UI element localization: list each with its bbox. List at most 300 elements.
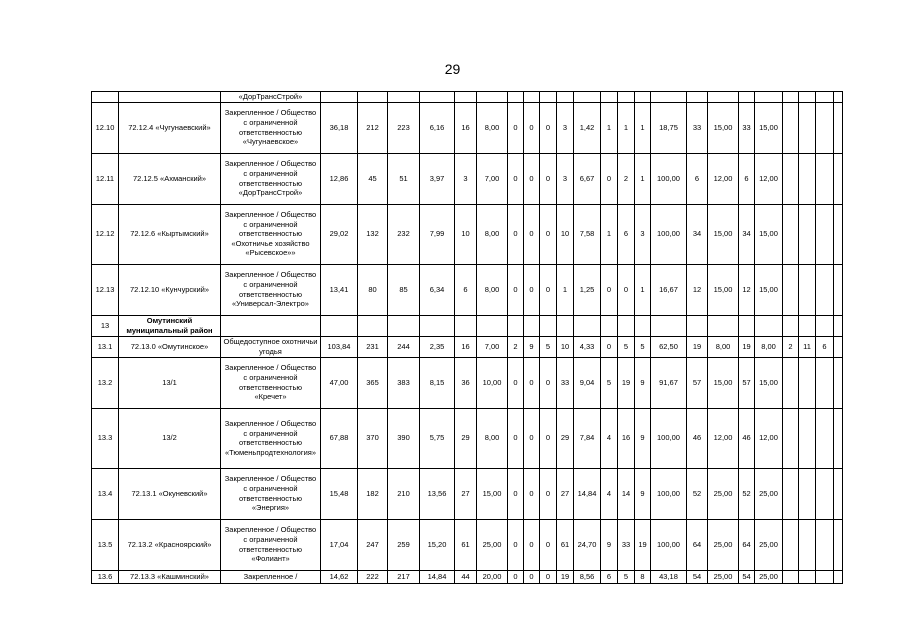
table-cell: 383 (388, 357, 420, 408)
table-cell: 9 (524, 336, 540, 357)
table-cell: 370 (358, 408, 388, 468)
table-cell: 43,18 (651, 570, 687, 583)
table-cell (783, 408, 799, 468)
table-cell: 6,16 (420, 102, 455, 153)
page-number: 29 (444, 61, 461, 77)
table-cell (783, 357, 799, 408)
table-cell: 29 (455, 408, 477, 468)
table-cell: Закрепленное / Общество с ограниченной ответственностью «Энергия» (221, 468, 321, 519)
table-cell: 19 (618, 357, 635, 408)
table-cell (651, 315, 687, 336)
table-cell: 13.5 (92, 519, 119, 570)
table-cell: 1 (635, 264, 651, 315)
table-cell (687, 315, 708, 336)
table-cell: 52 (739, 468, 755, 519)
table-cell: 4,33 (574, 336, 601, 357)
table-cell: 0 (540, 357, 557, 408)
table-cell: 17,04 (321, 519, 358, 570)
table-cell (799, 468, 816, 519)
table-cell (739, 315, 755, 336)
table-cell (755, 315, 783, 336)
table-cell (799, 204, 816, 264)
table-cell: 72.12.4 «Чугунаевский» (119, 102, 221, 153)
table-cell: 29 (557, 408, 574, 468)
table-cell: 6 (618, 204, 635, 264)
table-cell (358, 315, 388, 336)
table-cell: 100,00 (651, 408, 687, 468)
table-cell (783, 264, 799, 315)
table-cell (783, 315, 799, 336)
table-cell: 0 (540, 570, 557, 583)
table-cell: 212 (358, 102, 388, 153)
table-cell (799, 153, 816, 204)
table-cell: 12,00 (755, 153, 783, 204)
table-cell: 34 (687, 204, 708, 264)
table-cell (221, 315, 321, 336)
table-cell: 72.13.0 «Омутинское» (119, 336, 221, 357)
table-cell: 64 (687, 519, 708, 570)
table-cell: 2 (508, 336, 524, 357)
table-cell: 12,00 (708, 153, 739, 204)
table-cell: 0 (601, 153, 618, 204)
table-cell: 29,02 (321, 204, 358, 264)
table-cell (834, 357, 843, 408)
table-cell: 1 (618, 102, 635, 153)
table-cell (508, 92, 524, 103)
table-cell: 44 (455, 570, 477, 583)
table-cell: 0 (540, 468, 557, 519)
table-cell: 25,00 (708, 519, 739, 570)
table-cell (687, 92, 708, 103)
table-cell (834, 92, 843, 103)
table-cell: 365 (358, 357, 388, 408)
table-cell: 12.13 (92, 264, 119, 315)
table-cell: 3 (635, 204, 651, 264)
table-cell: 8,56 (574, 570, 601, 583)
table-cell: 54 (739, 570, 755, 583)
table-body (92, 92, 843, 584)
table-cell: 0 (508, 264, 524, 315)
table-cell: 15,00 (755, 357, 783, 408)
table-cell: 25,00 (755, 519, 783, 570)
table-cell (834, 570, 843, 583)
table-cell: 6,34 (420, 264, 455, 315)
table-cell: «ДорТрансСтрой» (221, 92, 321, 103)
table-cell: 45 (358, 153, 388, 204)
table-cell: 0 (524, 357, 540, 408)
table-cell: 0 (524, 153, 540, 204)
table-cell (574, 92, 601, 103)
table-cell (358, 92, 388, 103)
table-row (92, 519, 843, 570)
table-cell: 8,00 (755, 336, 783, 357)
table-cell (816, 468, 834, 519)
table-cell (799, 408, 816, 468)
table-cell: 72.13.3 «Кашминский» (119, 570, 221, 583)
table-cell: 103,84 (321, 336, 358, 357)
table-cell: 14,62 (321, 570, 358, 583)
table-cell: 7,58 (574, 204, 601, 264)
table-cell (739, 92, 755, 103)
table-cell: 244 (388, 336, 420, 357)
table-cell: 25,00 (755, 570, 783, 583)
table-cell: 19 (635, 519, 651, 570)
table-cell: 100,00 (651, 204, 687, 264)
table-cell: 54 (687, 570, 708, 583)
table-cell (92, 92, 119, 103)
table-row (92, 153, 843, 204)
table-cell: 72.12.5 «Ахманский» (119, 153, 221, 204)
table-cell: 19 (687, 336, 708, 357)
table-cell: 13 (92, 315, 119, 336)
table-cell: 16 (618, 408, 635, 468)
table-cell: 15,00 (708, 204, 739, 264)
table-cell: 247 (358, 519, 388, 570)
table-cell: 0 (540, 102, 557, 153)
table-cell: 36 (455, 357, 477, 408)
table-cell: 19 (739, 336, 755, 357)
table-row (92, 102, 843, 153)
table-cell: 0 (524, 102, 540, 153)
table-cell: 7,00 (477, 336, 508, 357)
table-cell: 232 (388, 204, 420, 264)
table-cell: 100,00 (651, 468, 687, 519)
table-cell: 100,00 (651, 519, 687, 570)
hunting-grounds-table (91, 91, 843, 584)
table-cell (783, 92, 799, 103)
table-cell: 2 (618, 153, 635, 204)
table-row (92, 264, 843, 315)
table-cell: Общедоступное охотничьи угодья (221, 336, 321, 357)
table-cell (783, 468, 799, 519)
table-cell: 0 (524, 408, 540, 468)
table-cell (388, 315, 420, 336)
table-row (92, 468, 843, 519)
table-cell: 6 (455, 264, 477, 315)
table-cell (635, 315, 651, 336)
table-cell: 0 (508, 204, 524, 264)
table-cell: 0 (508, 153, 524, 204)
table-cell (755, 92, 783, 103)
table-row (92, 92, 843, 103)
table-cell: 0 (524, 264, 540, 315)
table-cell (574, 315, 601, 336)
table-cell: 15,20 (420, 519, 455, 570)
table-cell: Закрепленное / Общество с ограниченной ответственностью «Тюменьпродтехнология» (221, 408, 321, 468)
table-cell: 6 (687, 153, 708, 204)
table-cell: 9 (635, 468, 651, 519)
table-cell: 9 (601, 519, 618, 570)
table-cell: 0 (524, 570, 540, 583)
table-cell: Закрепленное / Общество с ограниченной ответственностью «ДорТрансСтрой» (221, 153, 321, 204)
table-cell: 33 (687, 102, 708, 153)
table-cell: 3 (557, 153, 574, 204)
table-cell (783, 102, 799, 153)
table-cell: 15,00 (708, 102, 739, 153)
table-cell: 7,99 (420, 204, 455, 264)
table-cell (635, 92, 651, 103)
table-cell: Закрепленное / Общество с ограниченной ответственностью «Фолиант» (221, 519, 321, 570)
table-cell: 14 (618, 468, 635, 519)
table-cell (799, 315, 816, 336)
table-cell: 14,84 (420, 570, 455, 583)
table-cell: 0 (540, 408, 557, 468)
table-cell: 13,56 (420, 468, 455, 519)
table-cell: 12.12 (92, 204, 119, 264)
table-cell (816, 519, 834, 570)
table-cell: 8,00 (477, 102, 508, 153)
table-cell: 0 (540, 153, 557, 204)
table-cell: 34 (739, 204, 755, 264)
table-cell: 7,84 (574, 408, 601, 468)
table-cell: 72.12.6 «Кыртымский» (119, 204, 221, 264)
table-cell: 85 (388, 264, 420, 315)
table-cell: 1 (601, 204, 618, 264)
table-cell: 0 (508, 468, 524, 519)
table-cell (557, 92, 574, 103)
table-cell: 0 (540, 264, 557, 315)
table-cell (834, 336, 843, 357)
table-cell: 91,67 (651, 357, 687, 408)
table-row (92, 408, 843, 468)
table-cell: 1 (635, 102, 651, 153)
table-cell (816, 357, 834, 408)
table-cell: 33 (618, 519, 635, 570)
table-cell: 9 (635, 357, 651, 408)
table-cell (540, 315, 557, 336)
table-cell (799, 519, 816, 570)
table-cell (834, 315, 843, 336)
table-cell: 1 (601, 102, 618, 153)
table-cell (816, 92, 834, 103)
table-cell: 0 (508, 408, 524, 468)
table-cell: 13/1 (119, 357, 221, 408)
table-row (92, 357, 843, 408)
table-cell: 5,75 (420, 408, 455, 468)
table-cell (834, 153, 843, 204)
table-cell (834, 519, 843, 570)
table-cell (455, 92, 477, 103)
table-cell: 6,67 (574, 153, 601, 204)
table-cell: 2,35 (420, 336, 455, 357)
table-cell (601, 315, 618, 336)
table-cell: 19 (557, 570, 574, 583)
table-cell: 57 (739, 357, 755, 408)
table-cell: 10 (557, 336, 574, 357)
table-cell: 1 (557, 264, 574, 315)
table-cell (601, 92, 618, 103)
table-cell: 61 (557, 519, 574, 570)
table-cell: 10 (455, 204, 477, 264)
table-cell: 62,50 (651, 336, 687, 357)
table-cell: 36,18 (321, 102, 358, 153)
table-cell: 46 (739, 408, 755, 468)
table-cell: 8,00 (708, 336, 739, 357)
table-cell (618, 92, 635, 103)
table-cell: 0 (601, 336, 618, 357)
table-cell: 8,00 (477, 204, 508, 264)
table-cell: 217 (388, 570, 420, 583)
table-cell: 3,97 (420, 153, 455, 204)
table-cell (540, 92, 557, 103)
table-cell: 13.4 (92, 468, 119, 519)
table-cell (816, 264, 834, 315)
table-cell: 1,25 (574, 264, 601, 315)
table-cell: 5 (635, 336, 651, 357)
table-cell: 4 (601, 468, 618, 519)
table-cell (834, 264, 843, 315)
table-cell: 7,00 (477, 153, 508, 204)
table-cell: Омутинский муниципальный район (119, 315, 221, 336)
table-cell: 15,00 (755, 204, 783, 264)
table-cell (455, 315, 477, 336)
table-cell: 46 (687, 408, 708, 468)
table-cell (321, 92, 358, 103)
table-cell (799, 570, 816, 583)
table-cell: 72.13.2 «Красноярский» (119, 519, 221, 570)
table-cell: Закрепленное / Общество с ограниченной ответственностью «Чугунаевское» (221, 102, 321, 153)
table-cell: 8,15 (420, 357, 455, 408)
table-cell (834, 468, 843, 519)
table-cell: 0 (508, 519, 524, 570)
table-cell (477, 315, 508, 336)
table-cell: 13/2 (119, 408, 221, 468)
table-cell (708, 315, 739, 336)
table-cell: 12,00 (755, 408, 783, 468)
table-cell (708, 92, 739, 103)
table-cell: 210 (388, 468, 420, 519)
table-cell: 0 (524, 204, 540, 264)
table-cell: 4 (601, 408, 618, 468)
table-cell: 14,84 (574, 468, 601, 519)
table-cell: 15,00 (755, 264, 783, 315)
table-cell: 12 (739, 264, 755, 315)
table-cell: 13.2 (92, 357, 119, 408)
table-cell: 0 (540, 204, 557, 264)
table-cell (834, 408, 843, 468)
table-cell: 16 (455, 336, 477, 357)
table-cell (321, 315, 358, 336)
table-cell: 3 (557, 102, 574, 153)
table-cell: 0 (508, 102, 524, 153)
table-cell: 0 (524, 519, 540, 570)
table-cell: 80 (358, 264, 388, 315)
table-cell (508, 315, 524, 336)
table-cell: 12,86 (321, 153, 358, 204)
table-cell: 61 (455, 519, 477, 570)
table-cell (816, 153, 834, 204)
table-cell: 20,00 (477, 570, 508, 583)
table-cell: 72.13.1 «Окуневский» (119, 468, 221, 519)
table-cell: 3 (455, 153, 477, 204)
table-cell: 12,00 (708, 408, 739, 468)
table-cell: 25,00 (708, 570, 739, 583)
table-cell: 6 (739, 153, 755, 204)
table-cell: 10 (557, 204, 574, 264)
table-cell: 182 (358, 468, 388, 519)
table-cell: 8 (635, 570, 651, 583)
table-cell: 9 (635, 408, 651, 468)
table-cell (477, 92, 508, 103)
table-cell: 13.1 (92, 336, 119, 357)
table-cell: 10,00 (477, 357, 508, 408)
table-cell: 27 (455, 468, 477, 519)
table-cell: 0 (524, 468, 540, 519)
table-cell: 11 (799, 336, 816, 357)
table-cell: 33 (557, 357, 574, 408)
table-cell: 18,75 (651, 102, 687, 153)
table-cell: 9,04 (574, 357, 601, 408)
table-cell: 52 (687, 468, 708, 519)
table-cell (388, 92, 420, 103)
table-cell: 6 (601, 570, 618, 583)
table-cell: 15,48 (321, 468, 358, 519)
table-cell (799, 357, 816, 408)
table-cell: 15,00 (708, 264, 739, 315)
table-cell: 27 (557, 468, 574, 519)
table-cell: 64 (739, 519, 755, 570)
table-cell: 222 (358, 570, 388, 583)
table-cell (783, 519, 799, 570)
table-cell (420, 315, 455, 336)
table-cell: 47,00 (321, 357, 358, 408)
table-cell (618, 315, 635, 336)
table-cell: 12 (687, 264, 708, 315)
table-cell: 12.11 (92, 153, 119, 204)
table-cell (816, 315, 834, 336)
table-cell: 24,70 (574, 519, 601, 570)
table-cell (783, 570, 799, 583)
table-cell: 16,67 (651, 264, 687, 315)
table-row (92, 315, 843, 336)
table-cell: 5 (601, 357, 618, 408)
table-cell: 5 (618, 336, 635, 357)
table-cell: 57 (687, 357, 708, 408)
table-cell: 13.6 (92, 570, 119, 583)
table-cell (816, 408, 834, 468)
table-cell: 223 (388, 102, 420, 153)
table-cell: 13,41 (321, 264, 358, 315)
table-cell: 231 (358, 336, 388, 357)
table-cell: Закрепленное / Общество с ограниченной ответственностью «Охотничье хозяйство «Рысевское»» (221, 204, 321, 264)
table-cell: 0 (618, 264, 635, 315)
table-cell (816, 570, 834, 583)
table-cell: 25,00 (477, 519, 508, 570)
table-cell: Закрепленное / Общество с ограниченной ответственностью «Кречет» (221, 357, 321, 408)
table-cell: 15,00 (477, 468, 508, 519)
table-cell: 0 (508, 570, 524, 583)
table-cell: 100,00 (651, 153, 687, 204)
table-cell: 16 (455, 102, 477, 153)
table-cell: 25,00 (755, 468, 783, 519)
table-cell: 15,00 (708, 357, 739, 408)
table-row (92, 336, 843, 357)
table-cell: 13.3 (92, 408, 119, 468)
table-cell: 2 (783, 336, 799, 357)
table-cell: 15,00 (755, 102, 783, 153)
table-cell (783, 204, 799, 264)
table-cell: 6 (816, 336, 834, 357)
table-cell: 72.12.10 «Кунчурский» (119, 264, 221, 315)
table-cell: 25,00 (708, 468, 739, 519)
table-cell: Закрепленное / (221, 570, 321, 583)
table-cell (799, 92, 816, 103)
table-cell: 132 (358, 204, 388, 264)
table-cell: 259 (388, 519, 420, 570)
table-cell: 51 (388, 153, 420, 204)
table-cell: Закрепленное / Общество с ограниченной ответственностью «Универсал-Электро» (221, 264, 321, 315)
table-row (92, 570, 843, 583)
